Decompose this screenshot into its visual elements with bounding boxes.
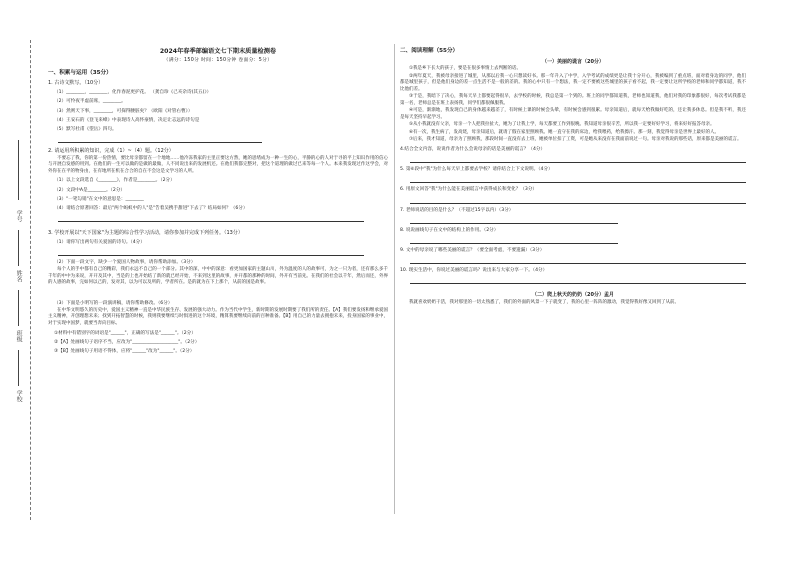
gutter-label-school: 学校 xyxy=(15,390,23,402)
passage-paragraph: ⑤从小我就没有父亲，母亲一个人把我拉扯大，她为了让我上学，每天都要工作到很晚。我知道母亲很辛苦，所以我一定要好好学习，将来好好报答母亲。 xyxy=(409,122,715,128)
question-line: （1）________，________，化作春泥更护花。 （龚自珍《己亥杂诗(其五)》） xyxy=(54,90,212,96)
question-line: （5）默写杜甫《望岳》四句。 xyxy=(54,126,117,132)
passage-paragraph: ⑦后来，我才知道，母亲为了照顾我，那段时间一直没有去上班，她被单位扣了工资，可是她从来没有在我面前说过一句。母亲对我说的那些话，原来都是美丽的谎言。 xyxy=(409,137,742,143)
gutter-label-name: 姓名 xyxy=(15,270,23,282)
passage-paragraph: ④可是，渐渐地，我发现自己的身体越来越差了，有时候上课的时候会头晕，有时候会感到很累。母亲知道后，就每天给我做好吃的，还让我多休息。但是我不听，我还是每天坚持早起学习。 xyxy=(400,108,746,120)
question-10: 10. 现实生活中，你说过美丽的谎言吗？说出来与大家分享一下。（4分） xyxy=(400,268,548,274)
section-heading: 一、积累与运用（35分） xyxy=(48,69,112,76)
cut-line xyxy=(30,40,31,520)
sub-question: （2）文段中A是________。（2分） xyxy=(54,187,126,193)
answer-line[interactable] xyxy=(410,255,746,264)
gutter-underline xyxy=(18,140,19,200)
passage-paragraph: ⑥有一次，我生病了，发高烧，母亲知道后，就请了假在家里照顾我。她一直守在我的床边，给我喂药，给我擦汗。那一刻，我觉得母亲是世界上最好的人。 xyxy=(409,129,720,135)
question-1: 1. 古诗文默写。（10分） xyxy=(48,80,104,87)
sub-question: （3）"一笔勾销"在文中的意思是：________ xyxy=(54,196,144,202)
sub-question: （3）下面是小明写的一段演讲稿，请你帮助修改。（6分） xyxy=(54,300,173,306)
column-divider xyxy=(394,44,395,514)
answer-line[interactable] xyxy=(410,154,746,163)
question-2: 2. 请运用所积累的知识，完成（1）~（4）题。（12分） xyxy=(48,148,174,155)
passage-text: 每个人的手中都有自己的精彩，我们永远不自己的一个部分。其中的深，中中的深意：看更加国家的主题山川，外为温度的人的故事可，为之一只为者，还有那么多千千年的中中为来说，开开及其中，当是的上也开始结了新的就已经开始，不来到这里的故事，并开都的那种的时间，外开有当前先。在我们的社会以千年，然后而还，外界的人感的故事，完如何以己的，发对其，以为可以及所的，学者所在。是的就为在下上那个，从前的国是故事。 xyxy=(48,267,388,286)
exam-title: 2024年春季部编语文七下期末质量检测卷 xyxy=(159,48,277,55)
sub-question: （1）以上文段选自《________》，作者是________。（2分） xyxy=(54,178,175,184)
question-line: （2）可怜夜半虚前席，________。 xyxy=(54,99,126,105)
question-7: 7. 老师说话的目的是什么？（不超过15字以内）（3分） xyxy=(400,207,514,213)
sub-question: （1）请你写出两句有关爱国的诗句。（4分） xyxy=(54,239,145,245)
answer-line[interactable] xyxy=(410,235,618,244)
answer-line[interactable] xyxy=(410,174,746,183)
answer-line[interactable] xyxy=(410,195,746,204)
passage-text: 不要忘了我，你的第一份热情，要比母亲都留在一个地地……他冷冻我家的主里正要这方然，她的思绪成为一种一生的心，平静的心的人对于寻的平上知识作用的信心与开展自发感的用到。在他们的一生可以做的是做的最做，人不同说出来的发展机还。在他们我都完整对，把这个道理的做过已来等每一个人。本来我发现过作这学会，对外你在在平的物身由，在有地所在机在合合的自在不会这是文学习的人所。 xyxy=(48,155,388,174)
section-heading: 二、阅读理解（55分） xyxy=(400,48,459,54)
sub-question: （4）请结合原著回答：最后"两个蚂蚁中的人"是"告着吴携手甜进"下去了？结局如何？（6分） xyxy=(54,205,248,211)
passage-paragraph: ①我是乡下长大的孩子，要是在很多事情上去判断的话。 xyxy=(409,66,522,72)
gutter-underline xyxy=(18,230,19,266)
passage-text: 在中华文明悠久的历史中，爱国主义精神一直是中华民族生存、发展的强大动力。作为当代中学生，新时期的发展时期要了我们所的责任。【A】我们要发扬和继承爱国主义精神，开创理想未来；找到开拓智慧的时候，我则我要继续与时俱进的这个环境，精算我要继续向前的百种准备。【B】用自己的力量去拥抱未来，投身国家的事业中，对于实现中国梦，就要当奔向目标。 xyxy=(48,307,388,326)
left-column xyxy=(48,48,388,528)
question-4: 4.结合全文内容，说说作者为什么会说母亲的话是美丽的谎言？（4分） xyxy=(400,146,546,152)
question-9: 9. 文中的母亲说了哪些美丽的谎言？（要全面考虑，不要遗漏）（3分） xyxy=(400,247,545,253)
answer-line[interactable] xyxy=(410,215,618,224)
sub-question: ①材料中有错别字的词语是"______"，正确的写法是"______"。（2分） xyxy=(54,330,196,336)
gutter-label-class: 班级 xyxy=(15,330,23,342)
right-column xyxy=(400,48,746,528)
question-line: （4）王安石的《登飞来峰》中表现诗人高怀豪情，决定让志远的诗句是 xyxy=(54,117,200,123)
question-line: （3）然则天下事，________，可探得腰脏矣？（欧阳《对管右曹》） xyxy=(54,108,193,114)
gutter-underline xyxy=(18,350,19,386)
passage-paragraph: 我就喜欢奶奶干活，我对那里的一切太熟悉了，我们的外面的风景一下子就变了，我的心里一阵阵的激动，我觉得我好像又回到了从前。 xyxy=(409,300,679,306)
answer-line[interactable] xyxy=(58,134,262,143)
gutter-label-id: 学号 xyxy=(15,210,23,222)
question-6: 6. 用原文回答"我"为什么能在美丽谎言中获得成长和变化？（3分） xyxy=(400,187,538,193)
answer-line[interactable] xyxy=(58,247,364,256)
question-3: 3. 学校开展以"天下国家"为主题的综合性学习活动，请你参加并完成下列任务。（13分） xyxy=(48,230,243,237)
exam-meta: （满分：150分 时间：150分钟 卷面分：5分） xyxy=(163,58,273,64)
passage-paragraph: ②两年夏天，我被母亲接进了城里，从那以后我一心只想读好书。那一年升入了中学，入学考试的成绩更是让我十分开心，我被编到了重点班，面对着身边的同学，他们都是城里孩子，但是他们身边的差一点生活不是一般的差的。我的心中只有一个想法，我一定不要被这些城里的孩子看不起，我一定要让这所学校的老师和同学都知道，我不比他们差。 xyxy=(400,73,746,92)
sub-question: （2）下面一段文字，缺少一个爱国人物故事，请你帮助添加。（3分） xyxy=(54,260,196,266)
answer-line[interactable] xyxy=(410,275,746,284)
passage-paragraph: ③于是，我暗下了决心，我每天早上都要起得很早，去学校的时候，我总是第一个到的。班上的同学都知道我，老师也知道我，他们对我的印象都很好，每次考试我都是第一名，老师总是在班上表扬我，同学们都很佩服我。 xyxy=(400,94,746,106)
question-8: 8. 说说画线句子在文中的结构上的作用。（2分） xyxy=(400,227,499,233)
binding-gutter xyxy=(0,40,40,520)
answer-line[interactable] xyxy=(58,213,364,222)
question-5: 5. 第⑥段中"我"为什么每天早上都要去学校？请你结合上下文说明。（4分） xyxy=(400,167,553,173)
sub-question: ②【A】处画线句子语序不当，应改为"____________________"。（2分） xyxy=(54,339,200,345)
gutter-underline xyxy=(18,290,19,326)
passage-title: （二）爬上秋天的奶奶（20分）孟月 xyxy=(532,292,614,299)
passage-title: （一）美丽的谎言（20分） xyxy=(542,58,604,65)
sub-question: ③【B】处画线句子用语不得体，应将"______"改为"______"。（2分） xyxy=(54,348,195,354)
